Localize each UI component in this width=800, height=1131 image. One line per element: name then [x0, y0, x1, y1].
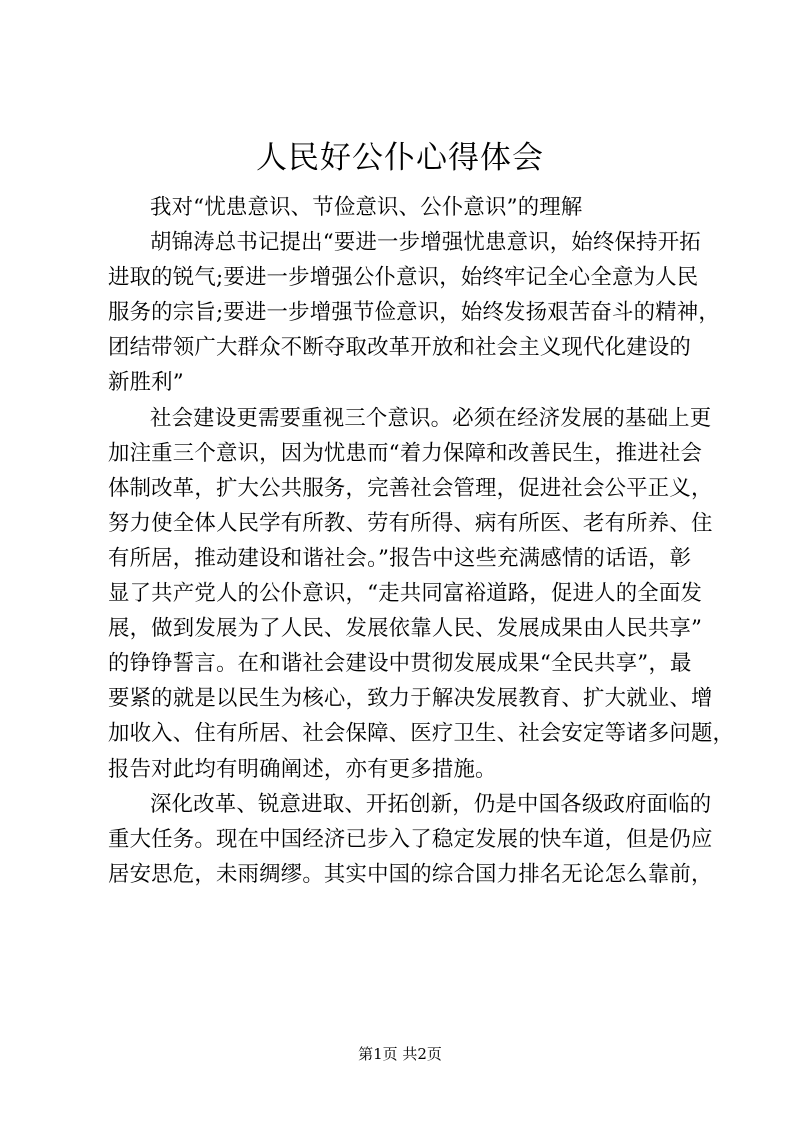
text-line: 重大任务。现在中国经济已步入了稳定发展的快车道，但是仍应	[108, 826, 713, 852]
text-line: 加注重三个意识，因为忧患而“着力保障和改善民生，推进社会	[108, 440, 703, 466]
text-line: 的铮铮誓言。在和谐社会建设中贯彻发展成果“全民共享”，最	[108, 651, 692, 677]
text-line: 新胜利”	[108, 370, 184, 396]
text-line: 我对“忧患意识、节俭意识、公仆意识”的理解	[150, 195, 583, 220]
text-line: 社会建设更需要重视三个意识。必须在经济发展的基础上更	[150, 405, 712, 431]
text-line: 团结带领广大群众不断夺取改革开放和社会主义现代化建设的	[108, 335, 691, 361]
text-line: 报告对此均有明确阐述，亦有更多措施。	[108, 756, 497, 782]
text-line: 加收入、住有所居、社会保障、医疗卫生、社会安定等诸多问题，	[108, 721, 735, 747]
document-body	[108, 190, 735, 892]
text-line: 努力使全体人民学有所教、劳有所得、病有所医、老有所养、住	[108, 510, 713, 536]
page-footer: 第1页 共2页	[358, 1045, 442, 1063]
text-line: 深化改革、锐意进取、开拓创新，仍是中国各级政府面临的	[150, 791, 712, 817]
text-line: 显了共产党人的公仆意识，“走共同富裕道路，促进人的全面发	[108, 581, 703, 607]
text-line: 服务的宗旨;要进一步增强节俭意识，始终发扬艰苦奋斗的精神，	[108, 300, 720, 326]
text-line: 胡锦涛总书记提出“要进一步增强忧患意识，始终保持开拓	[150, 230, 701, 256]
text-line: 有所居，推动建设和谐社会。”报告中这些充满感情的话语，彰	[108, 545, 692, 571]
text-line: 展，做到发展为了人民、发展依靠人民、发展成果由人民共享”	[108, 616, 703, 642]
page-title: 人民好公仆心得体会	[256, 140, 544, 176]
text-line: 进取的锐气;要进一步增强公仆意识，始终牢记全心全意为人民	[108, 265, 699, 291]
text-line: 居安思危，未雨绸缪。其实中国的综合国力排名无论怎么靠前，	[108, 861, 713, 887]
text-line: 体制改革，扩大公共服务，完善社会管理，促进社会公平正义，	[108, 475, 713, 501]
text-line: 要紧的就是以民生为核心，致力于解决发展教育、扩大就业、增	[108, 686, 713, 712]
